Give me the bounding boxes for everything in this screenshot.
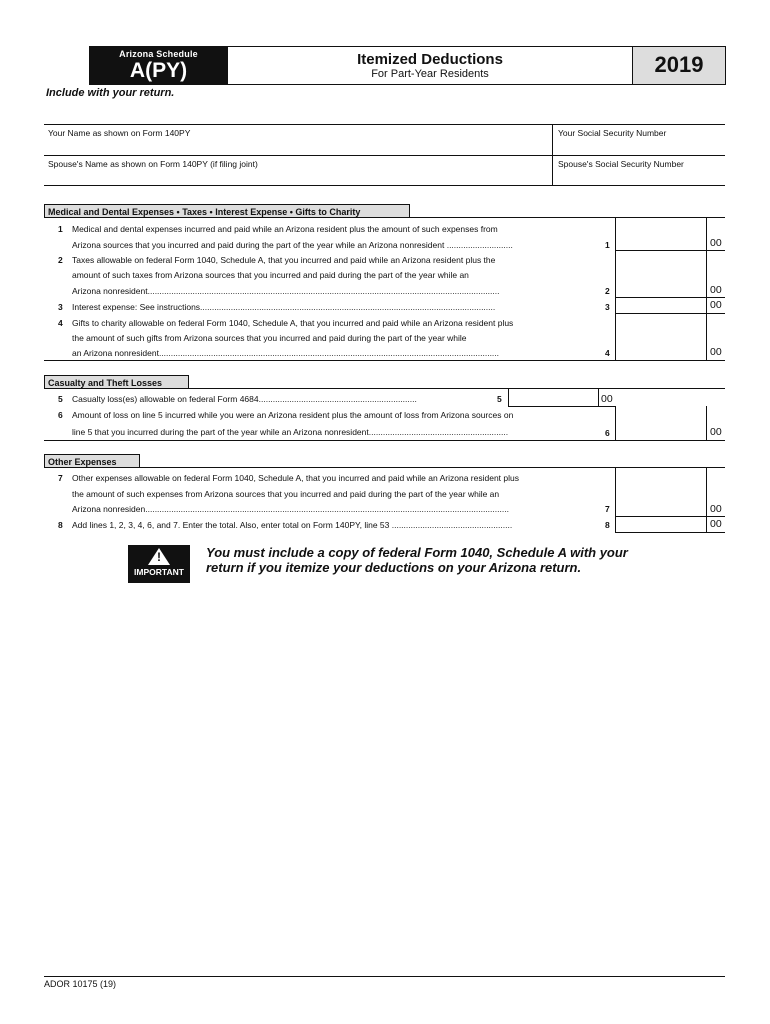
spouse-name-field[interactable]: Spouse's Name as shown on Form 140PY (if filing joint) — [48, 159, 258, 169]
divider — [44, 467, 725, 468]
line-7-amount[interactable] — [616, 469, 705, 516]
section-heading-other: Other Expenses — [44, 454, 140, 468]
line-4-text: an Arizona nonresident................................................................................................................................................ — [72, 348, 500, 358]
line-box-number: 7 — [605, 504, 610, 514]
divider — [44, 388, 725, 389]
line-2-text: amount of such taxes from Arizona sources that you incurred and paid during the part of the year while an — [72, 270, 469, 280]
line-box-number: 1 — [605, 240, 610, 250]
schedule-label: Arizona Schedule — [119, 49, 198, 59]
cents: 00 — [710, 426, 722, 438]
important-note — [206, 545, 628, 575]
cents: 00 — [710, 503, 722, 515]
line-3-amount[interactable] — [616, 298, 705, 313]
form-subtitle: For Part-Year Residents — [371, 68, 489, 80]
line-6-amount[interactable] — [616, 407, 705, 440]
line-2-text: Arizona nonresident..................................................................................................................................................... — [72, 286, 500, 296]
line-4-text: Gifts to charity allowable on federal Form 1040, Schedule A, that you incurred and paid while an Arizona resident plus — [72, 318, 514, 328]
section-heading-casualty: Casualty and Theft Losses — [44, 375, 189, 389]
line-2-text: Taxes allowable on federal Form 1040, Schedule A, that you incurred and paid while an Arizona resident plus the — [72, 255, 496, 265]
schedule-code: A(PY) — [129, 59, 188, 82]
line-8-amount[interactable] — [616, 517, 705, 532]
form-id: ADOR 10175 (19) — [44, 979, 117, 989]
important-note-line: You must include a copy of federal Form 1040, Schedule A with your — [206, 545, 628, 560]
line-5-text: Casualty loss(es) allowable on federal Form 4684................................................................... — [72, 394, 417, 404]
line-box-number: 3 — [605, 302, 610, 312]
cents: 00 — [601, 393, 613, 405]
form-title-block — [228, 46, 632, 85]
line-number: 8 — [58, 520, 63, 530]
line-1-amount[interactable] — [616, 219, 705, 250]
line-number: 4 — [58, 318, 63, 328]
cents: 00 — [710, 284, 722, 296]
line-1-text: Medical and dental expenses incurred and paid while an Arizona resident plus the amount of such expenses from — [72, 224, 498, 234]
line-5-amount[interactable] — [509, 390, 598, 406]
line-box-number: 5 — [497, 394, 502, 404]
line-7-text: Other expenses allowable on federal Form 1040, Schedule A, that you incurred and paid while an Arizona resident plus — [72, 473, 519, 483]
line-box-number: 8 — [605, 520, 610, 530]
line-6-text: Amount of loss on line 5 incurred while you were an Arizona resident plus the amount of loss from Arizona sources on — [72, 410, 514, 420]
line-4-amount[interactable] — [616, 314, 705, 360]
spouse-row — [44, 156, 725, 186]
important-note-line: return if you itemize your deductions on your Arizona return. — [206, 560, 582, 575]
line-number: 6 — [58, 410, 63, 420]
line-number: 7 — [58, 473, 63, 483]
schedule-badge — [89, 46, 228, 85]
ssn-field[interactable]: Your Social Security Number — [558, 128, 667, 138]
line-number: 3 — [58, 302, 63, 312]
taxpayer-identity-block — [44, 124, 725, 186]
line-7-text: the amount of such expenses from Arizona sources that you incurred and paid during the part of the year while an — [72, 489, 500, 499]
form-title: Itemized Deductions — [357, 51, 503, 68]
divider — [508, 406, 616, 407]
line-box-number: 6 — [605, 428, 610, 438]
tax-year: 2019 — [632, 46, 726, 85]
line-box-number: 2 — [605, 286, 610, 296]
cents: 00 — [710, 346, 722, 358]
divider — [615, 532, 725, 533]
divider — [706, 406, 707, 440]
divider — [598, 389, 599, 406]
line-7-text: Arizona nonresiden.......................................................................................................................................................... — [72, 504, 509, 514]
taxpayer-row — [44, 125, 725, 155]
line-8-text: Add lines 1, 2, 3, 4, 6, and 7. Enter the total. Also, enter total on Form 140PY, line 53 ................................................... — [72, 520, 513, 530]
important-label: IMPORTANT — [134, 567, 184, 577]
divider — [552, 125, 553, 186]
important-badge — [128, 545, 190, 583]
line-number: 5 — [58, 394, 63, 404]
divider — [706, 218, 707, 360]
divider — [44, 440, 725, 441]
divider — [44, 360, 725, 361]
include-note: Include with your return. — [46, 87, 175, 99]
divider — [44, 217, 725, 218]
cents: 00 — [710, 299, 722, 311]
line-4-text: the amount of such gifts from Arizona sources that you incurred and paid during the part of the year while — [72, 333, 467, 343]
name-field[interactable]: Your Name as shown on Form 140PY — [48, 128, 191, 138]
line-6-text: line 5 that you incurred during the part of the year while an Arizona nonresident........................................................... — [72, 427, 509, 437]
line-1-text: Arizona sources that you incurred and paid during the part of the year while an Arizona nonresident ............................ — [72, 240, 513, 250]
form-footer — [44, 976, 725, 989]
line-number: 2 — [58, 255, 63, 265]
warning-icon: ! — [148, 548, 170, 565]
line-box-number: 4 — [605, 348, 610, 358]
cents: 00 — [710, 237, 722, 249]
cents: 00 — [710, 518, 722, 530]
line-2-amount[interactable] — [616, 251, 705, 297]
line-3-text: Interest expense: See instructions............................................................................................................................. — [72, 302, 496, 312]
spouse-ssn-field[interactable]: Spouse's Social Security Number — [558, 159, 684, 169]
section-heading-medical: Medical and Dental Expenses • Taxes • Interest Expense • Gifts to Charity — [44, 204, 410, 218]
divider — [706, 468, 707, 532]
line-number: 1 — [58, 224, 63, 234]
